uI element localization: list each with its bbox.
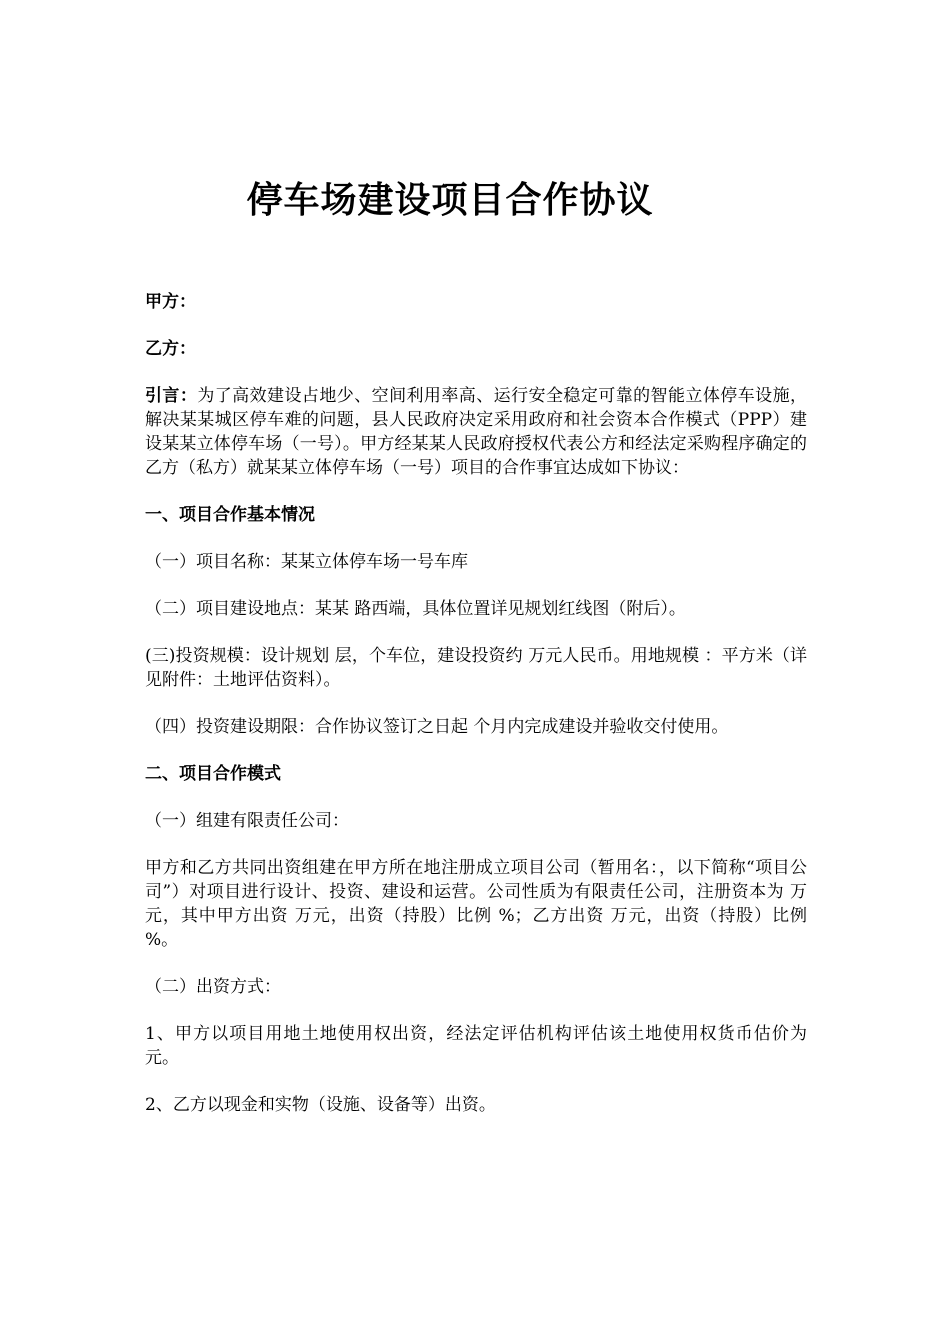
- document-body: [145, 290, 807, 1140]
- section-1-heading: 一、项目合作基本情况: [145, 505, 315, 525]
- party-b-label: 乙方：: [145, 339, 196, 359]
- section-1-item-2: （二）项目建设地点：某某 路西端，具体位置详见规划红线图（附后）。: [145, 599, 686, 619]
- intro-paragraph: [145, 384, 807, 480]
- intro-label: 引言：: [145, 386, 198, 406]
- section-2-heading: 二、项目合作模式: [145, 764, 281, 784]
- section-2-point-2: 2、乙方以现金和实物（设施、设备等）出资。: [145, 1095, 496, 1115]
- document-title: 停车场建设项目合作协议: [246, 180, 654, 221]
- section-2-sub-1: （一）组建有限责任公司：: [145, 811, 349, 831]
- section-2-point-1: 1、甲方以项目用地土地使用权出资，经法定评估机构评估该土地使用权货币估价为 元。: [145, 1024, 807, 1068]
- section-1-item-4: （四）投资建设期限：合作协议签订之日起 个月内完成建设并验收交付使用。: [145, 717, 729, 737]
- section-2-sub-1-text: 甲方和乙方共同出资组建在甲方所在地注册成立项目公司（暂用名：，以下简称“项目公司”）对项目进行设计、投资、建设和运营。公司性质为有限责任公司，注册资本为 万元，其中甲方出资 万元，出资（持股）比例 %；乙方出资 万元，出资（持股）比例 %。: [145, 858, 807, 950]
- section-1-item-1: （一）项目名称：某某立体停车场一号车库: [145, 552, 468, 572]
- section-2-sub-2: （二）出资方式：: [145, 977, 281, 997]
- intro-text: 为了高效建设占地少、空间利用率高、运行安全稳定可靠的智能立体停车设施，解决某某城区停车难的问题，县人民政府决定采用政府和社会资本合作模式（PPP）建设某某立体停车场（一号）。甲方经某某人民政府授权代表公方和经法定采购程序确定的乙方（私方）就某某立体停车场（一号）项目的合作事宜达成如下协议：: [145, 386, 808, 478]
- party-a-label: 甲方：: [145, 292, 196, 312]
- section-1-item-3: (三)投资规模：设计规划 层，个车位，建设投资约 万元人民币。用地规模 ：平方米（详见附件：土地评估资料）。: [145, 646, 807, 690]
